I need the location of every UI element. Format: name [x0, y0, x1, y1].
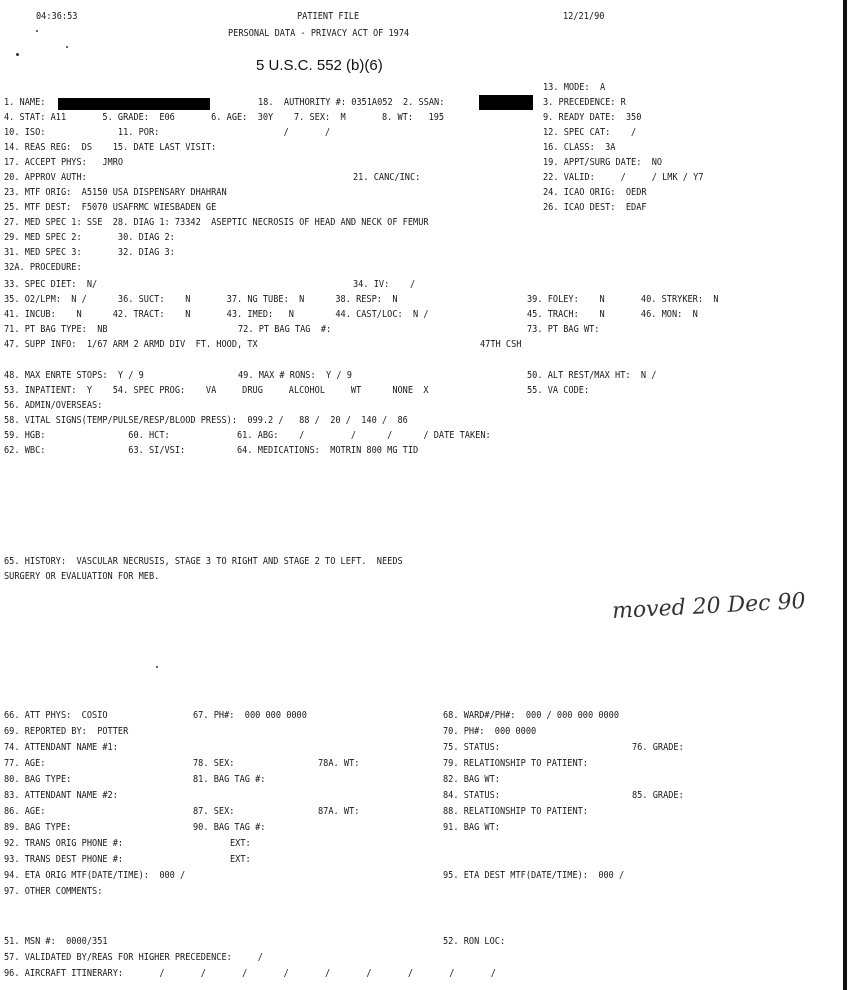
form-field-line: 93. TRANS DEST PHONE #:	[4, 854, 124, 865]
form-field-line: 14. REAS REG: DS 15. DATE LAST VISIT:	[4, 142, 217, 153]
form-field-line: 10. ISO: 11. POR: / /	[4, 127, 331, 138]
form-field-line: 87. SEX:	[193, 806, 235, 817]
form-field-line: 53. INPATIENT: Y 54. SPEC PROG: VA DRUG ALCOHOL WT NONE X	[4, 385, 429, 396]
form-field-line: 45. TRACH: N 46. MON: N	[527, 309, 698, 320]
form-field-line: 73. PT BAG WT:	[527, 324, 600, 335]
form-field-line: 17. ACCEPT PHYS: JMRO	[4, 157, 124, 168]
form-field-line: 29. MED SPEC 2: 30. DIAG 2:	[4, 232, 175, 243]
form-field-line: 13. MODE: A	[543, 82, 606, 93]
form-field-line: 71. PT BAG TYPE: NB	[4, 324, 108, 335]
form-field-line: 51. MSN #: 0000/351	[4, 936, 108, 947]
form-field-line: 62. WBC: 63. SI/VSI: 64. MEDICATIONS: MOTRIN 800 MG TID	[4, 445, 419, 456]
form-field-line: 94. ETA ORIG MTF(DATE/TIME): 000 /	[4, 870, 186, 881]
page-edge	[843, 0, 847, 990]
form-field-line: 87A. WT:	[318, 806, 360, 817]
form-field-line: 67. PH#: 000 000 0000	[193, 710, 307, 721]
scan-speck	[16, 53, 19, 56]
form-field-line: 80. BAG TYPE:	[4, 774, 72, 785]
form-field-line: SURGERY OR EVALUATION FOR MEB.	[4, 571, 160, 582]
form-field-line: 70. PH#: 000 0000	[443, 726, 537, 737]
form-field-line: 3. PRECEDENCE: R	[543, 97, 626, 108]
form-field-line: 65. HISTORY: VASCULAR NECRUSIS, STAGE 3 TO RIGHT AND STAGE 2 TO LEFT. NEEDS	[4, 556, 403, 567]
form-field-line: 50. ALT REST/MAX HT: N /	[527, 370, 657, 381]
form-field-line: 9. READY DATE: 350	[543, 112, 642, 123]
form-field-line: 49. MAX # RONS: Y / 9	[238, 370, 352, 381]
form-field-line: 89. BAG TYPE:	[4, 822, 72, 833]
form-field-line: 97. OTHER COMMENTS:	[4, 886, 103, 897]
form-field-line: 16. CLASS: 3A	[543, 142, 616, 153]
form-field-line: 32A. PROCEDURE:	[4, 262, 82, 273]
form-field-line: 76. GRADE:	[632, 742, 684, 753]
form-field-line: 21. CANC/INC:	[353, 172, 421, 183]
form-field-line: 56. ADMIN/OVERSEAS:	[4, 400, 103, 411]
form-field-line: 72. PT BAG TAG #:	[238, 324, 332, 335]
form-field-line: 84. STATUS:	[443, 790, 500, 801]
form-field-line: 39. FOLEY: N 40. STRYKER: N	[527, 294, 719, 305]
form-field-line: 24. ICAO ORIG: OEDR	[543, 187, 647, 198]
form-title: PATIENT FILE	[297, 11, 360, 22]
form-field-line: 57. VALIDATED BY/REAS FOR HIGHER PRECEDENCE: /	[4, 952, 263, 963]
form-field-line: 26. ICAO DEST: EDAF	[543, 202, 647, 213]
form-field-line: 58. VITAL SIGNS(TEMP/PULSE/RESP/BLOOD PRESS): 099.2 / 88 / 20 / 140 / 86	[4, 415, 408, 426]
form-field-line: 81. BAG TAG #:	[193, 774, 266, 785]
form-field-line: 55. VA CODE:	[527, 385, 590, 396]
form-field-line: 25. MTF DEST: F5070 USAFRMC WIESBADEN GE	[4, 202, 217, 213]
redaction-bar-name	[58, 98, 210, 110]
form-field-line: 20. APPROV AUTH:	[4, 172, 87, 183]
form-field-line: 59. HGB: 60. HCT: 61. ABG: / / / / DATE TAKEN:	[4, 430, 491, 441]
scan-speck	[156, 666, 158, 668]
scan-speck	[66, 46, 68, 48]
form-field-line: 18. AUTHORITY #: 0351A052 2. SSAN:	[258, 97, 445, 108]
form-field-line: 69. REPORTED BY: POTTER	[4, 726, 129, 737]
handwritten-note: moved 20 Dec 90	[611, 588, 807, 625]
form-field-line: 1. NAME:	[4, 97, 46, 108]
form-field-line: EXT:	[230, 838, 251, 849]
form-field-line: 90. BAG TAG #:	[193, 822, 266, 833]
form-field-line: 35. O2/LPM: N / 36. SUCT: N 37. NG TUBE: N 38. RESP: N	[4, 294, 398, 305]
form-field-line: 78A. WT:	[318, 758, 360, 769]
form-field-line: 31. MED SPEC 3: 32. DIAG 3:	[4, 247, 175, 258]
form-field-line: 75. STATUS:	[443, 742, 500, 753]
form-field-line: 19. APPT/SURG DATE: NO	[543, 157, 663, 168]
form-field-line: 41. INCUB: N 42. TRACT: N 43. IMED: N 44. CAST/LOC: N /	[4, 309, 429, 320]
form-field-line: 47. SUPP INFO: 1/67 ARM 2 ARMD DIV FT. HOOD, TX	[4, 339, 258, 350]
form-field-line: 82. BAG WT:	[443, 774, 500, 785]
form-field-line: 78. SEX:	[193, 758, 235, 769]
form-field-line: 83. ATTENDANT NAME #2:	[4, 790, 118, 801]
form-field-line: 96. AIRCRAFT ITINERARY: / / / / / / / / /	[4, 968, 496, 979]
form-field-line: 33. SPEC DIET: N/	[4, 279, 98, 290]
form-field-line: 52. RON LOC:	[443, 936, 506, 947]
form-field-line: 48. MAX ENRTE STOPS: Y / 9	[4, 370, 144, 381]
print-time: 04:36:53	[36, 11, 78, 22]
form-field-line: 23. MTF ORIG: A5150 USA DISPENSARY DHAHRAN	[4, 187, 227, 198]
form-field-line: 95. ETA DEST MTF(DATE/TIME): 000 /	[443, 870, 625, 881]
form-field-line: 66. ATT PHYS: COSIO	[4, 710, 108, 721]
form-field-line: 91. BAG WT:	[443, 822, 500, 833]
form-field-line: 79. RELATIONSHIP TO PATIENT:	[443, 758, 588, 769]
print-date: 12/21/90	[563, 11, 605, 22]
form-field-line: 12. SPEC CAT: /	[543, 127, 637, 138]
foia-exemption-stamp: 5 U.S.C. 552 (b)(6)	[256, 57, 383, 74]
form-field-line: 4. STAT: A11 5. GRADE: E06 6. AGE: 30Y 7. SEX: M 8. WT: 195	[4, 112, 445, 123]
form-field-line: 77. AGE:	[4, 758, 46, 769]
form-field-line: 47TH CSH	[480, 339, 522, 350]
form-field-line: 74. ATTENDANT NAME #1:	[4, 742, 118, 753]
form-field-line: EXT:	[230, 854, 251, 865]
form-field-line: 34. IV: /	[353, 279, 416, 290]
form-subtitle: PERSONAL DATA - PRIVACY ACT OF 1974	[228, 28, 410, 39]
form-field-line: 27. MED SPEC 1: SSE 28. DIAG 1: 73342 ASEPTIC NECROSIS OF HEAD AND NECK OF FEMUR	[4, 217, 429, 228]
form-field-line: 92. TRANS ORIG PHONE #:	[4, 838, 124, 849]
form-field-line: 86. AGE:	[4, 806, 46, 817]
form-field-line: 88. RELATIONSHIP TO PATIENT:	[443, 806, 588, 817]
form-field-line: 22. VALID: / / LMK / Y7	[543, 172, 704, 183]
form-field-line: 68. WARD#/PH#: 000 / 000 000 0000	[443, 710, 620, 721]
scan-speck	[36, 30, 38, 32]
form-field-line: 85. GRADE:	[632, 790, 684, 801]
redaction-bar-ssan	[479, 95, 533, 110]
